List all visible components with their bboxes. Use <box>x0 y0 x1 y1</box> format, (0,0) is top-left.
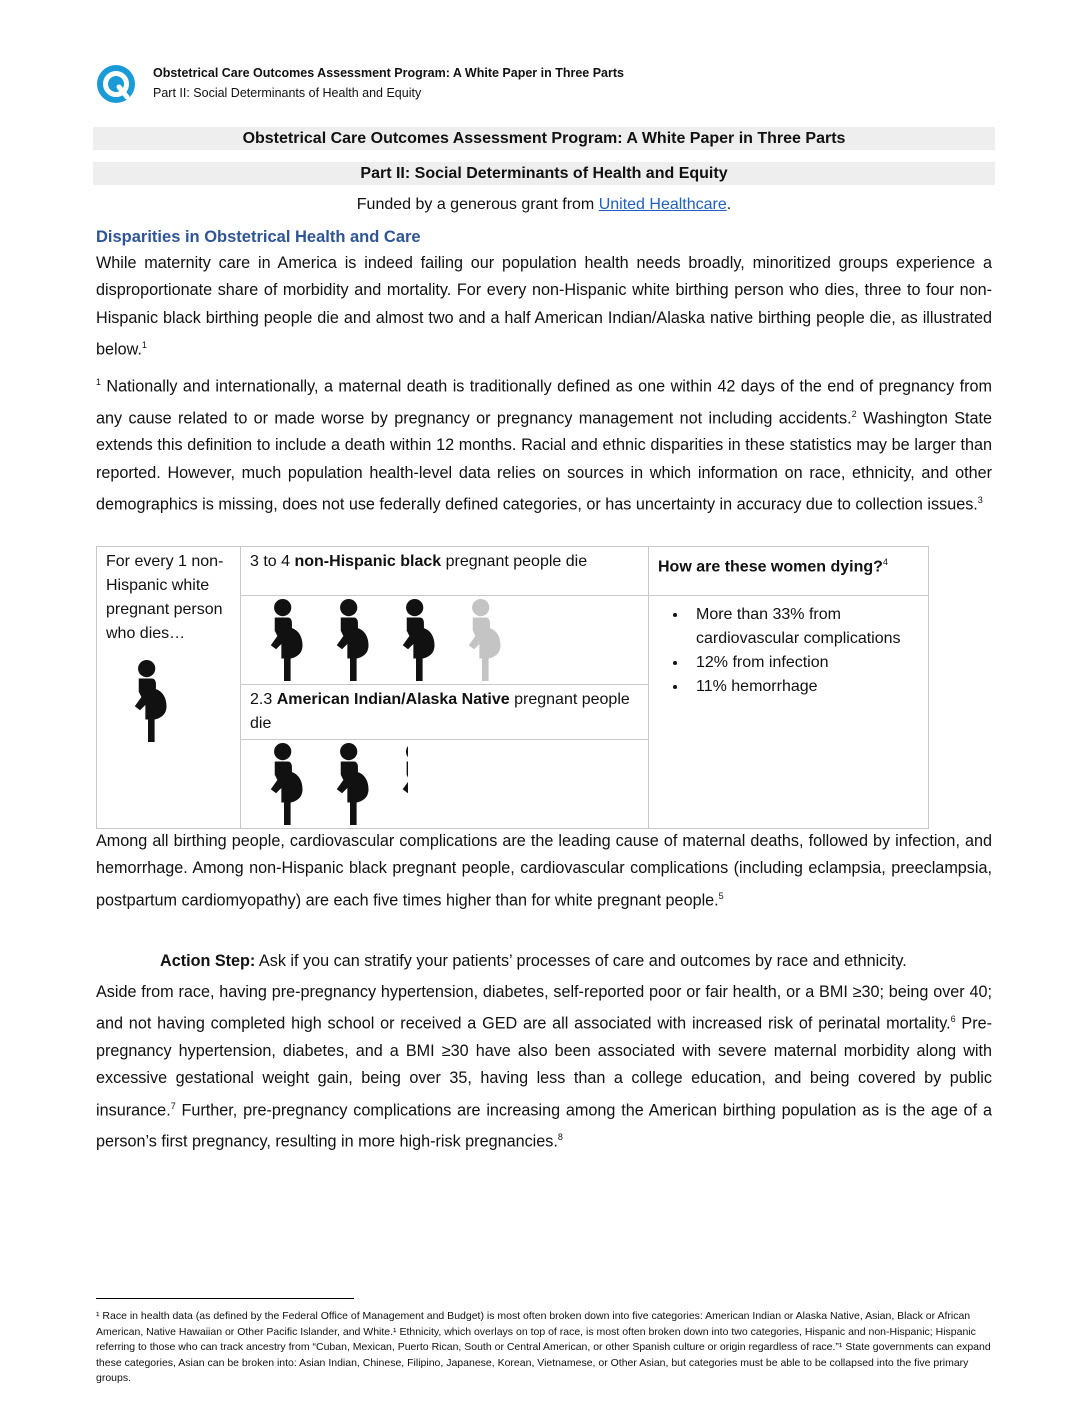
black-icon-row <box>250 599 639 681</box>
white-reference-label: For every 1 non-Hispanic white pregnant person who dies… <box>106 553 224 642</box>
causes-title-cell: How are these women dying?$^4$ <box>649 547 929 596</box>
black-label-cell: 3 to 4 non-Hispanic black pregnant people die <box>241 547 649 596</box>
funding-line: Funded by a generous grant from United Healthcare. <box>356 196 732 213</box>
aian-icon-cell <box>241 740 649 829</box>
action-step: Action Step: Ask if you can stratify your patients’ processes of care and outcomes by race and ethnicity. <box>160 952 907 970</box>
causes-list <box>658 603 919 699</box>
cause-item: • 11% hemorrhage <box>688 675 919 699</box>
intro-paragraph: While maternity care in America is indeed failing our population health needs broadly, minoritized groups experience a disproportionate share of morbidity and mortality. For every non-Hispanic white birthing person who dies, three to four non-Hispanic black birthing people die and almost two and a half American Indian/Alaska native birthing people die, as illustrated below.$^1$ <box>96 254 992 359</box>
pregnant-person-icon <box>396 743 408 825</box>
maternal-mortality-figure <box>96 546 929 829</box>
pregnant-person-icon <box>330 599 370 681</box>
white-icon-row <box>106 646 231 750</box>
running-header-title: Obstetrical Care Outcomes Assessment Program: A White Paper in Three Parts <box>153 66 624 80</box>
aian-label-cell: 2.3 American Indian/Alaska Native pregnant people die <box>241 685 649 740</box>
causes-paragraph: Among all birthing people, cardiovascular complications are the leading cause of maternal deaths, followed by infection, and hemorrhage. Among non-Hispanic black pregnant people, cardiovascular complications (including eclampsia, preeclampsia, postpartum cardiomyopathy) are each five times higher than for white pregnant people.$^5$ <box>96 832 992 909</box>
causes-cell <box>649 596 929 829</box>
pregnant-person-icon <box>264 743 304 825</box>
pregnant-person-icon <box>264 599 304 681</box>
footnote-text: ¹ Race in health data (as defined by the Federal Office of Management and Budget) is most often broken down into five categories: American Indian or Alaska Native, Asian, Black or African American, Native Hawaiian or Other Pacific Islander, and White.¹ Ethnicity, which overlays on top of race, is most often broken down into two categories, Hispanic and non-Hispanic; Hispanic referring to those who can track ancestry from “Cuban, Mexican, Puerto Rican, South or Central American, or other Spanish culture or origin regardless of race.”¹ State governments can expand these categories, Asian can be broken into: Asian Indian, Chinese, Filipino, Japanese, Korean, Vietnamese, or Other Asian, but categories must be able to be collapsed into the five primary groups. <box>96 1310 991 1385</box>
white-reference-cell <box>97 547 241 829</box>
risk-factors-paragraph: Aside from race, having pre-pregnancy hypertension, diabetes, self-reported poor or fair health, or a BMI ≥30; being over 40; and not having completed high school or received a GED are all associated with increased risk of perinatal mortality.$^6$ Pre-pregnancy hypertension, diabetes, and a BMI ≥30 have also been associated with severe maternal morbidity along with excessive gestational weight gain, being over 35, having less than a college education, and being covered by public insurance.$^7$ Further, pre-pregnancy complications are increasing among the American birthing population as is the age of a person’s first pregnancy, resulting in more high-risk pregnancies.$^8$ <box>96 983 992 1151</box>
pregnant-person-icon <box>396 599 436 681</box>
document-title: Obstetrical Care Outcomes Assessment Program: A White Paper in Three Parts <box>93 127 995 150</box>
pregnant-person-icon <box>462 599 502 681</box>
pregnant-person-icon <box>330 743 370 825</box>
pregnant-person-icon <box>128 660 168 742</box>
qcoap-logo-icon <box>96 64 136 104</box>
cause-item: • 12% from infection <box>688 651 919 675</box>
section-heading: Disparities in Obstetrical Health and Care <box>96 228 421 246</box>
definition-note-paragraph: $^1$ Nationally and internationally, a maternal death is traditionally defined as one within 42 days of the end of pregnancy from any cause related to or made worse by pregnancy or pregnancy management not including accidents.$^2$ Washington State extends this definition to include a death within 12 months. Racial and ethnic disparities in these statistics may be larger than reported. However, much population health-level data relies on sources in which information on race, ethnicity, and other demographics is missing, does not use federally defined categories, or has uncertainty in accuracy due to collection issues.$^3$ <box>96 377 992 514</box>
black-icon-cell <box>241 596 649 685</box>
footnote-separator <box>96 1298 354 1299</box>
cause-item: • More than 33% from cardiovascular complications <box>688 603 919 651</box>
document-part-title: Part II: Social Determinants of Health and Equity <box>93 162 995 185</box>
aian-icon-row <box>250 743 639 825</box>
united-healthcare-link[interactable]: United Healthcare <box>598 196 727 213</box>
running-header-subtitle: Part II: Social Determinants of Health and Equity <box>153 86 422 100</box>
